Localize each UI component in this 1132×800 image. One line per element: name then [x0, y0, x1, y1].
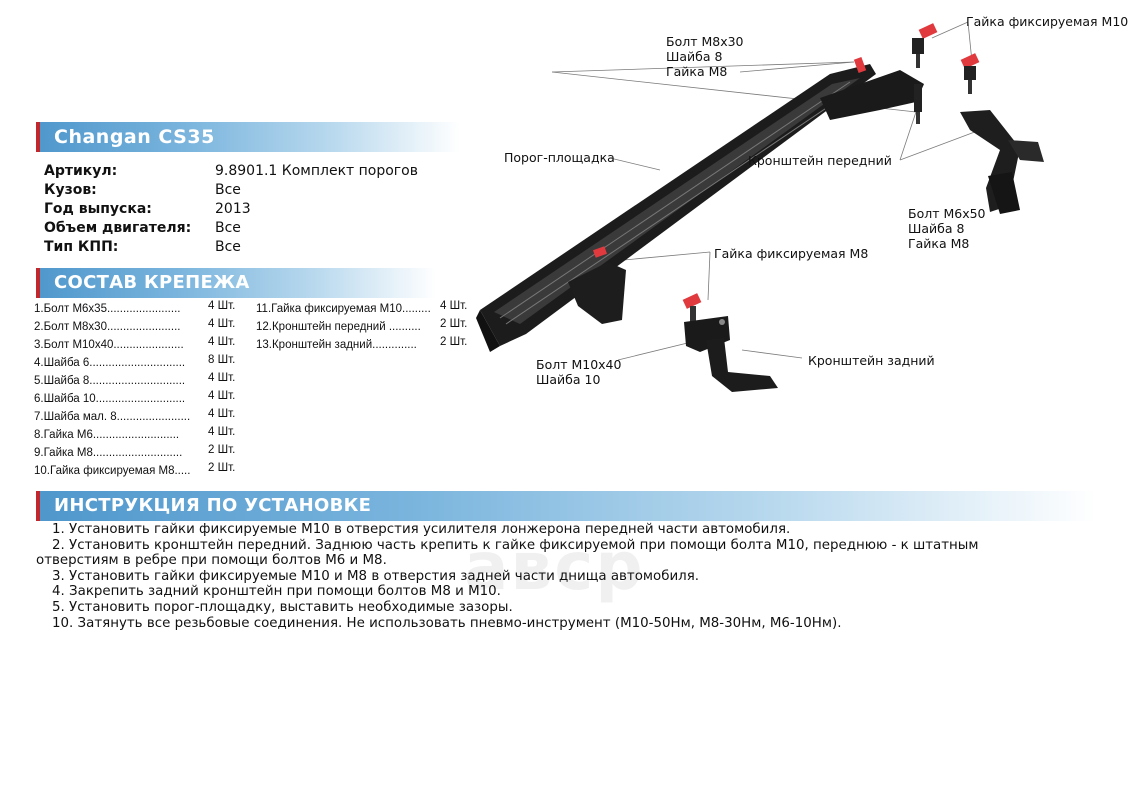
fasteners-left-list: [34, 300, 244, 485]
part-qty: 4 Шт.: [208, 372, 236, 384]
part-qty: 4 Шт.: [208, 336, 236, 348]
instruction-step: 2. Установить кронштейн передний. Заднюю часть крепить к гайке фиксируемой при помощи болта М10, переднюю - к штатным: [52, 537, 979, 553]
part-name: 6.Шайба 10............................: [34, 393, 186, 405]
list-item: [34, 408, 190, 426]
part-name: 9.Гайка М8............................: [34, 447, 183, 459]
part-name: 8.Гайка М6...........................: [34, 429, 180, 441]
part-name: 10.Гайка фиксируемая М8.....: [34, 465, 191, 477]
callout-front-bracket: Кронштейн передний: [748, 153, 892, 168]
callout-step-board: Порог-площадка: [504, 150, 615, 165]
list-item: [34, 318, 180, 336]
instruction-step: отверстиям в ребре при помощи болтов М6 и М8.: [36, 553, 387, 569]
instruction-step: 5. Установить порог-площадку, выставить необходимые зазоры.: [52, 599, 513, 615]
part-qty: 4 Шт.: [208, 300, 236, 312]
part-name: 4.Шайба 6..............................: [34, 357, 186, 369]
part-name: 2.Болт М8х30.......................: [34, 321, 181, 333]
title-band: [36, 122, 460, 152]
watermark: авср: [464, 528, 645, 605]
part-qty: 2 Шт.: [440, 318, 468, 330]
front-bracket-detail: [960, 110, 1044, 214]
part-qty: 8 Шт.: [208, 354, 236, 366]
part-qty: 4 Шт.: [208, 408, 236, 420]
spec-value: 2013: [215, 201, 251, 217]
part-qty: 2 Шт.: [208, 462, 236, 474]
step-board-shape: [476, 64, 876, 352]
list-item: [34, 390, 185, 408]
spec-value: Все: [215, 182, 241, 198]
callout-nut-m8: Гайка М8: [666, 64, 728, 79]
callout-rear-bracket: Кронштейн задний: [808, 353, 935, 368]
part-name: 1.Болт М6х35.......................: [34, 303, 181, 315]
list-item: [34, 426, 179, 444]
fasteners-right-list: [256, 300, 470, 360]
part-qty: 4 Шт.: [440, 300, 468, 312]
list-item: [34, 462, 190, 480]
part-name: 7.Шайба мал. 8.......................: [34, 411, 191, 423]
part-qty: 4 Шт.: [208, 318, 236, 330]
list-item: [256, 318, 421, 336]
list-item: [34, 300, 180, 318]
instruction-step: 4. Закрепить задний кронштейн при помощи болтов М8 и М10.: [52, 584, 501, 600]
list-item: [34, 444, 182, 462]
page-title: Changan CS35: [54, 126, 215, 148]
part-name: 5.Шайба 8..............................: [34, 375, 186, 387]
callout-nut-m10: Гайка фиксируемая М10: [966, 14, 1129, 29]
callout-bolt-m10x40: Болт М10х40: [536, 357, 622, 372]
instruction-step: 1. Установить гайки фиксируемые М10 в отверстия усилителя лонжерона передней части автомобиля.: [52, 522, 791, 537]
spec-label: Объем двигателя:: [44, 220, 192, 236]
spec-label: Артикул:: [44, 163, 118, 179]
callout-washer-10: Шайба 10: [536, 372, 601, 387]
part-qty: 4 Шт.: [208, 426, 236, 438]
list-item: [34, 336, 184, 354]
install-heading: ИНСТРУКЦИЯ ПО УСТАНОВКЕ: [54, 495, 372, 516]
callout-bolt-m8x30: Болт М8х30: [666, 34, 744, 49]
part-qty: 2 Шт.: [208, 444, 236, 456]
callout-washer-8: Шайба 8: [666, 49, 723, 64]
part-qty: 4 Шт.: [208, 390, 236, 402]
spec-value: 9.8901.1 Комплект порогов: [215, 163, 418, 179]
instructions-list: [36, 522, 1116, 631]
spec-label: Год выпуска:: [44, 201, 152, 217]
part-qty: 2 Шт.: [440, 336, 468, 348]
instruction-step: 10. Затянуть все резьбовые соединения. Не использовать пневмо-инструмент (М10-50Нм, М8-30Нм, М6-10Нм).: [52, 615, 842, 631]
callout-bolt-m6x50: Болт М6х50: [908, 206, 986, 221]
list-item: [256, 336, 417, 354]
spec-value: Все: [215, 239, 241, 255]
fasteners-band: [36, 268, 436, 298]
part-name: 11.Гайка фиксируемая М10.........: [256, 303, 431, 315]
list-item: [34, 354, 185, 372]
list-item: [34, 372, 185, 390]
part-name: 12.Кронштейн передний ..........: [256, 321, 421, 333]
part-name: 13.Кронштейн задний..............: [256, 339, 417, 351]
installation-diagram: [460, 0, 1132, 470]
callout-washer-8-b: Шайба 8: [908, 221, 965, 236]
part-name: 3.Болт М10х40......................: [34, 339, 184, 351]
fasteners-heading: СОСТАВ КРЕПЕЖА: [54, 272, 250, 293]
callout-nut-m8-b: Гайка М8: [908, 236, 970, 251]
spec-label: Кузов:: [44, 182, 97, 198]
instruction-step: 3. Установить гайки фиксируемые М10 и М8 в отверстия задней части днища автомобиля.: [52, 568, 700, 584]
rear-bracket-detail: [683, 293, 778, 392]
list-item: [256, 300, 431, 318]
spec-value: Все: [215, 220, 241, 236]
install-band: [36, 491, 1096, 521]
spec-label: Тип КПП:: [44, 239, 119, 255]
callout-nut-m8-fixed: Гайка фиксируемая М8: [714, 246, 869, 261]
